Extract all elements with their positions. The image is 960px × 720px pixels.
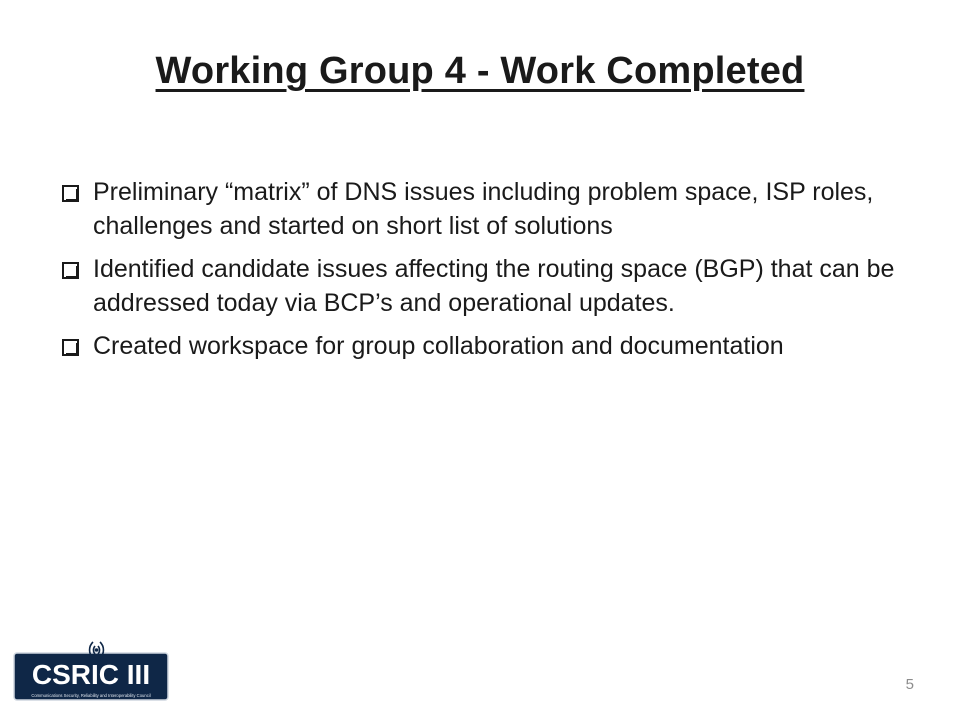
bullet-text: Preliminary “matrix” of DNS issues including problem space, ISP roles, challenges and started on short list of solutions xyxy=(93,178,874,240)
checkbox-bullet-icon xyxy=(62,339,79,356)
csric-logo xyxy=(12,636,170,702)
checkbox-bullet-icon xyxy=(62,262,79,279)
bullet-list xyxy=(62,176,897,374)
checkbox-bullet-icon xyxy=(62,185,79,202)
bullet-item xyxy=(62,253,897,320)
slide-title: Working Group 4 - Work Completed xyxy=(155,50,805,92)
bullet-text: Identified candidate issues affecting the routing space (BGP) that can be addressed today via BCP’s and operational updates. xyxy=(93,255,895,317)
bullet-item xyxy=(62,330,897,364)
logo-text: CSRIC III xyxy=(31,659,151,690)
bullet-text: Created workspace for group collaboration and documentation xyxy=(93,332,784,360)
bullet-item xyxy=(62,176,897,243)
page-number: 5 xyxy=(905,676,914,693)
logo-tagline: Communications Security, Reliability and Interoperability Council xyxy=(31,693,151,698)
